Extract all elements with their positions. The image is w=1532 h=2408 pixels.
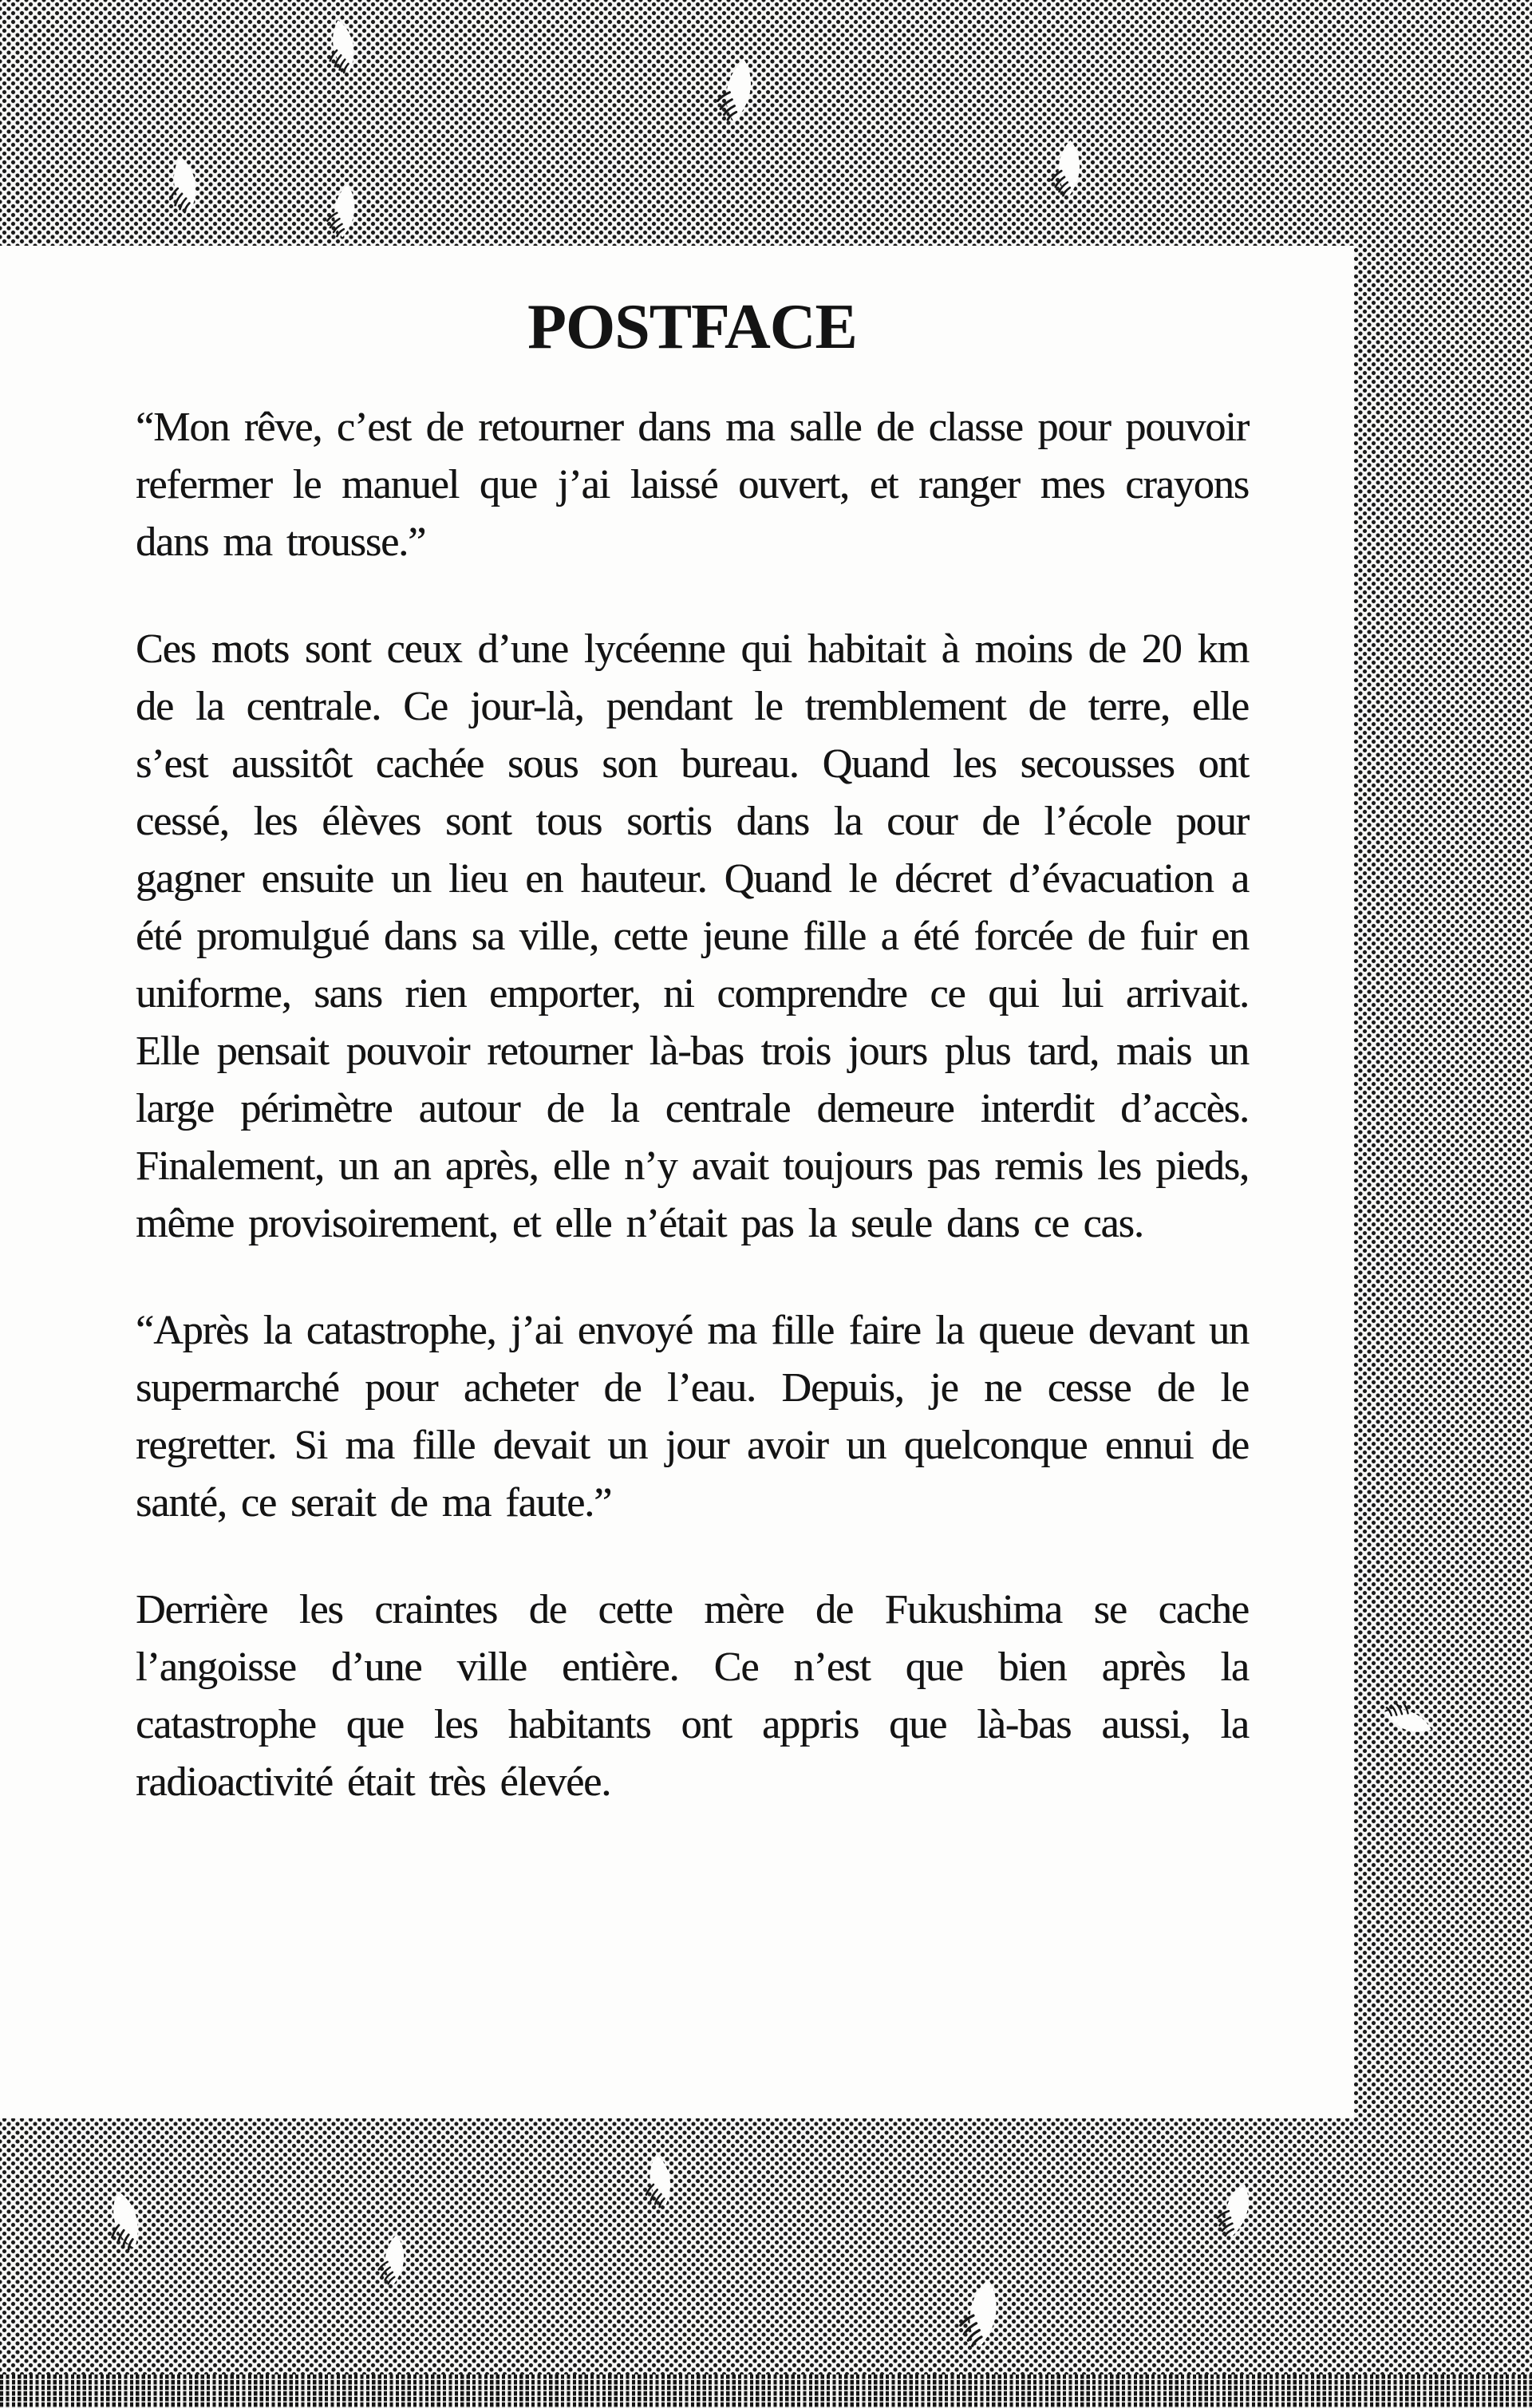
leaf-icon xyxy=(630,2149,683,2214)
leaf-icon xyxy=(1036,134,1093,203)
text-column xyxy=(136,399,1249,1811)
leaf-icon xyxy=(940,2269,1017,2359)
leaf-icon xyxy=(698,49,770,132)
content-panel xyxy=(0,246,1354,2118)
leaf-icon xyxy=(1373,1684,1444,1749)
paragraph-quote-mother: “Après la catastrophe, j’ai envoyé ma fille faire la queue devant un supermarché pour acheter de l’eau. Depuis, je ne cesse de le regretter. Si ma fille devait un jour avoir un quelconque ennui de santé, ce serait de ma faute.” xyxy=(136,1308,1249,1526)
leaf-icon xyxy=(1199,2172,1267,2249)
leaf-icon xyxy=(89,2183,156,2260)
paragraph-quote-student: “Mon rêve, c’est de retourner dans ma salle de classe pour pouvoir refermer le manuel que j’ai laissé ouvert, et ranger mes crayons dans ma trousse.” xyxy=(136,405,1249,565)
paragraph-student-story: Ces mots sont ceux d’une lycéenne qui habitait à moins de 20 km de la centrale. Ce jour-là, pendant le tremblement de terre, elle s’est aussitôt cachée sous son bureau. Quand les secousses ont cessé, les élèves sont tous sortis dans la cour de l’école pour gagner ensuite un lieu en hauteur. Quand le décret d’évacuation a été promulgué dans sa ville, cette jeune fille a été forcée de fuir en uniforme, sans rien emporter, ni comprendre ce qui lui arrivait. Elle pensait pouvoir retourner là-bas trois jours plus tard, mais un large périmètre autour de la centrale demeure interdit d’accès. Finalement, un an après, elle n’y avait toujours pas remis les pieds, même provisoirement, et elle n’était pas la seule dans ce cas. xyxy=(136,626,1249,1246)
paragraph-fukushima-fears: Derrière les craintes de cette mère de Fukushima se cache l’angoisse d’une ville entière. Ce n’est que bien après la catastrophe que les habitants ont appris que là-bas aussi, la radioactivité était très élevée. xyxy=(136,1587,1249,1805)
leaf-icon xyxy=(312,177,369,246)
page-title: POSTFACE xyxy=(527,292,857,362)
leaf-icon xyxy=(152,151,209,220)
leaf-icon xyxy=(312,14,368,81)
leaf-icon xyxy=(365,2228,417,2292)
